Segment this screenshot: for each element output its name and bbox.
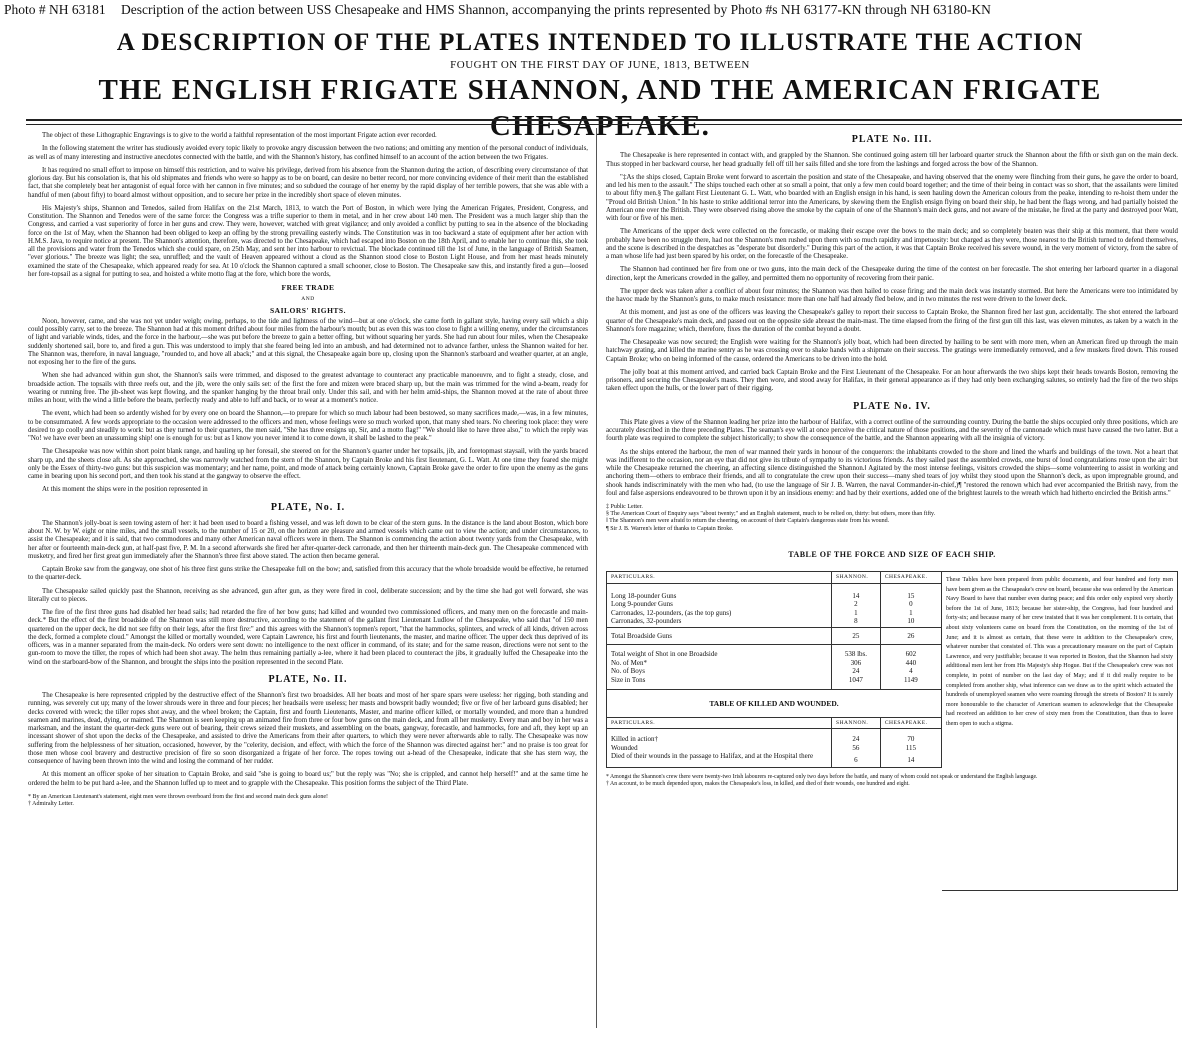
paragraph: Captain Broke saw from the gangway, one shot of his three first guns strike the Chesapeake full on the bow; and, satisfied from this accuracy that the whole broadside would be effective, he returned to the quarter-deck. [28, 566, 588, 582]
paragraph: The Chesapeake is here represented crippled by the destructive effect of the Shannon's first two broadsides. All her boats and most of her spare spars were useless: her rigging, both standing and running, was severely cut up; many of the lower shrouds were in three and four pieces; her headsails were useless; her masts and bowsprit badly wounded; five or five of her larboard guns disabled; her decks covered with wreck; the tiller ropes shot away, and the wheel broken; the Captain, first and fourth Lieutenants, Master, and marine officer killed, or mortally wounded, and more than a hundred seamen and marines, dead, dying, or maimed. The Shannon is seen keeping up an animated fire from three or four bow guns on the main deck, and from all her musketry. Every man and boy in her was a marksman, and the instant the quarter-deck guns were out of bearing, their crews seized their muskets, and assembling on the boats, gangway, forecastle, and hammocks, fore and aft, they kept up an incessant shower of shot upon the decks of the Chesapeake, and assisted to drive the Americans from their after quarters, to which they were never afterwards able to rally. The Chesapeake was now suffering from the helplessness of her situation, occasioned, however, by the "celerity, decision, and effect, with which the force of the Shannon was directed against her:" and no praise is too great for those men whose cool bravery and destructive precision of fire so soon disorganized a frigate of her force. The ropes towing out a-head of the Chesapeake, indicate that she has stern way, the consequence of having been thrown into the wind and losing the command of her rudder. [28, 692, 588, 765]
table-header-row [607, 717, 942, 729]
cell-text: 2 [854, 600, 858, 609]
cell-text: 1 [909, 608, 913, 617]
paragraph: The event, which had been so ardently wished for by every one on board the Shannon,—to prepare for which so much labour had been bestowed, so many sacrifices made,—was, in a few minutes, to be consummated. A few words appropriate to the occasion were addressed to the officers and men, whose feelings were so much worked upon, that many shed tears. No cheering took place: they were desired to go coolly and steadily to work: but as they turned to their quarters, the men said, "She has three ensigns up, Sir, and a motto flag!" "We should like to have three also," to which the reply was "No! we have ever been an unassuming ship! one is enough for us: but as I know you never intend it to come down, it shall be lashed to the peak." [28, 410, 588, 442]
cell-text: 15 [907, 591, 915, 600]
paragraph: It has required no small effort to impose on himself this restriction, and to waive his privilege, derived from his absence from the Shannon during the action, of describing every circumstance of that glorious day. But his consolation is, that his old shipmates and friends who were so happy as to be on board, can desire no better record, nor more convincing evidence of their merit than the established fact, that she completely beat her antagonist of equal force with her cannon in five minutes; and so subdued the courage of her enemy by the rapid display of her terrible powers, that she was able with a handful of men (about fifty) to board almost without opposition, and to secure her prize in the incredibly short space of eleven minutes. [28, 166, 588, 199]
plate-2-heading: PLATE, No. II. [268, 673, 348, 685]
photo-caption [4, 0, 1196, 20]
paragraph: The jolly boat at this moment arrived, and carried back Captain Broke and the First Lieutenant of the Chesapeake. For an hour afterwards the two ships kept their heads towards Boston, removing the prisoners, and securing the Chesapeake's masts. They then wore, and stood away for Halifax, in their general appearance as if they had only been exchanging salutes, so entirely had the fire of the two ships taken effect upon the hulls, or the lower part of their rigging. [606, 368, 1178, 393]
motto-line-3: SAILORS' RIGHTS. [270, 305, 346, 315]
force-table-title: TABLE OF THE FORCE AND SIZE OF EACH SHIP. [788, 549, 996, 559]
paragraph: The fire of the first three guns had disabled her head sails; had retarded the fire of her bow guns; had killed and wounded two commissioned officers, and many men on the forecastle and main-deck.* But the effect of the first broadside of the Shannon was still more destructive, according to the statement of the gallant first Lieutenant Ludlow of the Chesapeake, who said that "of 150 men quartered on the upper deck, he did not see fifty on their legs, after the first fire:" and this agrees with the Shannon's topmen's report, "that the hammocks, splinters, and wreck of all kinds, driven across the deck, formed a complete cloud." Amongst the killed or mortally wounded, were Captain Lawrence, his first and fourth lieutenants, the master, and marine officer. The upper deck thus deprived of its officers, was in a manner separated from the main-deck. No orders were sent down: no intelligence to the next officer in command, of its state; and for the same reason, directions were not sent to the gun-room to move the tiller, the ropes of which had been shot away. The helm thus remaining partially a-lee, where it had been placed to counteract the jibs, it gradually luffed the Chesapeake into the wind on the starboard-bow of the Shannon, and brought the ships into the position represented in the second Plate. [28, 609, 588, 666]
row-label: Total Broadside Guns [607, 627, 832, 645]
footnote: * By an American Lieutenant's statement, eight men were thrown overboard from the first and second main deck guns alone! [28, 793, 328, 800]
shannon-cell [832, 583, 881, 627]
right-column [606, 132, 1178, 1027]
cell-text: 10 [907, 617, 915, 626]
cell-text: Size in Tons [611, 675, 646, 684]
table-row [607, 627, 942, 645]
motto-line-1: FREE TRADE [281, 283, 335, 292]
footnote: ‖ The Shannon's men were afraid to return the cheering, on account of their Captain's dangerous state from his wound. [606, 518, 890, 525]
cell-text: 0 [909, 600, 913, 609]
paragraph: The object of these Lithographic Engravings is to give to the world a faithful representation of the most important Frigate action ever recorded. [42, 132, 437, 139]
cell-text: Long 18-pounder Guns [611, 591, 677, 600]
cell-text: 1047 [848, 675, 863, 684]
right-footnotes [606, 504, 1178, 533]
cell-text: 115 [905, 743, 917, 752]
left-column [28, 132, 588, 1027]
column-header: CHESAPEAKE. [880, 572, 941, 584]
paragraph: At this moment the ships were in the position represented in [42, 486, 208, 494]
paragraph: Noon, however, came, and she was not yet under weigh; owing, perhaps, to the tide and lightness of the wind—but at one o'clock, she came forth in gallant style, having every sail which a ship could possibly carry, set to the breeze. The Shannon had at this moment drifted about four miles from the harbour's mouth; but as even this was too close to fight a willing enemy, under the circumstances of light and variable winds, tides, and the force in the harbour,—she was put before the breeze to gain a better offing, but without squaring her yards. She had run about four miles, when the Chesapeake suddenly shortened sail, bore to, and fired a gun. This was understood to imply that she feared being led into an ambush, and had determined not to advance farther, unless the Shannon waited for her. The Shannon was, therefore, in naval language, "rounded to, and hove all aback;" and at this signal, the Chesapeake again bore up, closing upon the Shannon's starboard and weather quarter, at an angle, not exposing her to the fire of the guns. [28, 317, 588, 366]
left-footnotes [28, 794, 588, 808]
paragraph: His Majesty's ships, Shannon and Tenedos, sailed from Halifax on the 21st March, 1813, to watch the Port of Boston, in which were lying the American Frigates, President, Congress, and Constitution. The Shannon and Tenedos were of the same force: the Congress was a trifle superior to them in metal, and in her crew about 140 men. The President was a much larger ship than the Congress, and carried a vast superiority of force in her guns and crew. They were, however, watched with great vigilance; and only avoided a conflict by putting to sea in the absence of the blockading force on the 1st of May, when the Shannon had been obliged to keep an offing by the strong prevailing easterly winds. The Constitution was in too backward a state of equipment after her action with H.M.S. Java, to require notice at present. The Shannon's attention, therefore, was directed to the Chesapeake, which had escaped into Boston on the 18th April, and to enable her to continue this, she took all the provisions and water from the Tenedos which she could spare, on 25th May, and sent her into harbour to revictual. The blockade continued till the 1st of June, in the language of British Seamen, "ever glorious." The breeze was light; the sea, unruffled; and the vault of Heaven appeared without a cloud as the Shannon stood close to Boston Light House, and from her mast heads minutely examined the state of the Chesapeake, which appeared ready for sea. At 10 o'clock the Shannon captured a small schooner, close to Boston. The Chesapeake saw this, and instantly fired a gun—loosed her fore-topsail as a signal for putting to sea, and hoisted a white motto flag at the fore, which bore the words, [28, 204, 588, 278]
cell-text: 538 lbs. [844, 650, 867, 659]
cell-text: 8 [854, 617, 858, 626]
paragraph: The Chesapeake was now within short point blank range, and hauling up her foresail, she steered on for the Shannon's quarter under her topsails, jib, and foretopmast staysail, with the yards braced sharp up, and the sheets close aft. As she approached, she was narrowly watched from the stern of the Shannon, by Captain Broke and his first lieutenant, G. L. Watt. At one time they feared she might only be the Essex of thirty-two guns: but this suspicion was momentary; and her name, point, and mode of attack being certainly known, Captain Broke gave the order to fire upon the enemy as the guns came in bearing upon his second port, and then took his stand at the gangway to observe the effect. [28, 448, 588, 480]
paragraph: This Plate gives a view of the Shannon leading her prize into the harbour of Halifax, with a correct outline of the surrounding country. During the battle the ships occupied only three positions, which are accurately described in the three preceding Plates. The seaman's eye will at once perceive the critical nature of those positions, and the severity of the cannonade which must have caused the two latter. But a fourth plate was required to complete the subject historically; to show the consequence of the battle, and the Shannon appearing with all the insignia of victory. [606, 418, 1178, 443]
paragraph: The Shannon had continued her fire from one or two guns, into the main deck of the Chesapeake during the time of the contest on her forecastle. The shot entering her larboard quarter in a diagonal direction, kept the Americans crowded in the galley, and permitted them no opportunity of recovering from their panic. [606, 266, 1178, 282]
cell-text: 306 [850, 658, 862, 667]
paragraph: In the following statement the writer has studiously avoided every topic likely to provoke angry discussion between the two nations; and omitting any mention of the personal conduct of individuals, as well as of many interesting and instructive anecdotes connected with the battle, and with the Shannon's history, has confined himself to an account of the action between the two Frigates. [28, 145, 588, 161]
plate-1-heading: PLATE, No. I. [270, 501, 346, 513]
cell-text: 70 [907, 735, 915, 744]
header-line-1: A DESCRIPTION OF THE PLATES INTENDED TO ILLUSTRATE THE ACTION [116, 29, 1084, 56]
tables-block [606, 571, 1178, 768]
cell-text: 1149 [904, 675, 918, 684]
footnote: † Admiralty Letter. [28, 800, 74, 807]
chesapeake-cell: 26 [880, 627, 941, 645]
paragraph: "‡As the ships closed, Captain Broke went forward to ascertain the position and state of the Chesapeake, and having observed that the enemy were flinching from their guns, he gave the order to board, and led his men to the assault." The ships touched each other at so small a point, that only a few men could board together; and the time of their being in contact was so short, that the assailants were limited to about fifty men.§ The gallant First Lieutenant G. L. Watt, who boarded with an English ensign in his hand, is seen hauling down the American colours from the peake, intending to re-hoist them under the "Proud old British Union." In his haste to strike additional terror into the Americans, by skewing them the English ensign flying on board their ship, he had bent the flags wrong, and had partially hoisted the American one over the British. They were observed rising above the smoke by the captain of one of the Shannon's main deck guns, and not aware of the mistake, he fired at the party and destroyed poor Watt, with four or five of his men. [606, 173, 1178, 222]
cell-text: 14 [852, 591, 860, 600]
column-divider [596, 128, 597, 1028]
row-label [607, 729, 832, 768]
shannon-cell: 25 [832, 627, 881, 645]
document-header [0, 28, 1200, 144]
cell-text: Total weight of Shot in one Broadside [611, 650, 718, 659]
header-rule-top [26, 119, 1182, 121]
plate-4-heading: PLATE No. IV. [853, 400, 931, 412]
photo-number: Photo # NH 63181 [4, 2, 106, 17]
table-row [607, 583, 942, 627]
table-explanatory-note: These Tables have been prepared from public documents, and four hundred and forty men have been given as the Chesapeake's crew on board, because she was ordered by the American Navy Board to have that number even during peace; and this order only expired very shortly before the 1st of June, 1813; because her sister-ship, the Congress, had four hundred and forty-six; and because many of her crew insisted that it was her complement. It is certain, that about sixty volunteers came on board from the Constitution, on the morning of the 1st of June; and it is almost as certain, that these were in addition to the Chesapeake's crew, whatever number that consisted of. This was a precautionary measure on the part of Captain Lawrence, and very justifiable; because it was reported in Boston, that the Shannon had sixty additional men lent her from His Majesty's ship Hogue. But if the Chesapeake's crew was not complete, in point of number on the last day of May; and if it did really require to be completed from another ship, what inference can we draw as to the spirit which actuated the hundreds of unemployed seamen who were roaming through the streets of Boston? It is surely more honourable to the character of American seamen to acknowledge that the Chesapeake had received an addition to her crew of sixty men from the Constitution, than thus to leave them open to such a stigma. [942, 571, 1178, 891]
cell-text: 1 [854, 608, 858, 617]
header-line-2: FOUGHT ON THE FIRST DAY OF JUNE, 1813, BETWEEN [450, 59, 750, 71]
paragraph: At this moment, and just as one of the officers was leaving the Chesapeake's galley to report their success to Captain Broke, the Shannon fired her last gun, accidentally. The shot entered the larboard quarter of the Chesapeake's main deck, and passed out on the opposite side abreast the main-mast. The time elapsed from the firing of the first gun till this last, was eleven minutes, as taken by a watch in the Shannon's fore magazine; which, therefore, fixes the duration of the combat beyond a doubt. [606, 309, 1178, 333]
chesapeake-cell [880, 583, 941, 627]
cell-text: 440 [905, 658, 917, 667]
motto-line-2: AND [301, 296, 315, 303]
plate-3-heading: PLATE No. III. [851, 134, 933, 145]
paragraph: When she had advanced within gun shot, the Shannon's sails were trimmed, and disposed to the greatest advantage to counteract any practicable manoeuvre, and to fight a steady, close, and broadside action. The topsails with three reefs out, and the jib, were the only sails set: of the first the fore and mizen were braced sharp up, but the main was trimmed for the wind a-beam, ready for wearing or running free. The jib-sheet was kept flowing, and the spanker hanging by the throat brail only. Under this sail, and with her helm amid-ships, the Shannon moved at the rate of about three miles an hour, with the wind a little before the beam, perfectly ready and able to luff and back, or to wear at a moment's notice. [28, 372, 588, 404]
paragraph: At this moment an officer spoke of her situation to Captain Broke, and said "she is going to board us;" but the reply was "No; she is crippled, and cannot help herself!" and at the same time he ordered the helm to be put hard a-lee, and the Shannon luffed up to meet and to grapple with the Chesapeake. This position forms the subject of the Third Plate. [28, 771, 588, 787]
header-line-3: THE ENGLISH FRIGATE SHANNON, AND THE AMERICAN FRIGATE CHESAPEAKE. [98, 74, 1102, 142]
paragraph: The Shannon's jolly-boat is seen towing astern of her: it had been used to board a fishing vessel, and was left down to be clear of the stern guns. In the distance is the land about Boston, which bore about N. W. by W. eight or nine miles, and the small vessels, to the number of 15 or 20, on the horizon are pleasure and armed vessels which came out to view the action; and under circumstances, to assist the Chesapeake; and it is said, that two commodores and many other American naval officers were in them. The Shannon is commencing the action about twenty yards from the Chesapeake, with her after or fourteenth main-deck gun, at half-past five, P. M. In a second afterwards she fired her after-quarter-deck carronade, and then her thirteenth main-deck gun. The Chesapeake commenced with musketry, and fired her first great gun immediately after the Shannon's three first above stated. The action then became general. [28, 519, 588, 560]
force-table [606, 571, 942, 768]
paragraph: The Chesapeake sailed quickly past the Shannon, receiving as she advanced, gun after gun, as they were fired in cool, deliberate succession; and by the time she had got well forward, she was literally cut to pieces. [28, 587, 588, 603]
shannon-cell [832, 729, 881, 768]
footnote: † An account, to be much depended upon, makes the Chesapeake's loss, in killed, and died of their wounds, one hundred and eight. [606, 780, 910, 787]
paragraph: The upper deck was taken after a conflict of about four minutes; the Shannon was then hailed to cease firing; and the main deck was instantly stormed. But here the Americans were too intimidated by the havoc made by the Shannon's guns, to make much resistance: more than one half had already fled below, and in two minutes the rest were driven to the lower deck. [606, 287, 1178, 303]
shannon-cell [832, 645, 881, 690]
footnote: ¶ Sir J. B. Warren's letter of thanks to Captain Broke. [606, 525, 734, 532]
cell-text: Killed in action† [611, 735, 659, 744]
paragraph: The Chesapeake was now secured; the English were waiting for the Shannon's jolly boat, which had been directed by hailing to be sent with more men, when an American fired up through the main hatchway grating, and killed the marine sentry as he was crossing over to shake hands with a shipmate on their success. The gratings were immediately removed, and a few muskets fired down. This roused Captain Broke; who on being informed of the cause, ordered the Americans to be driven into the hold. [606, 339, 1178, 363]
cell-text: 24 [852, 667, 860, 676]
column-header: PARTICULARS. [607, 717, 832, 729]
cell-text: No. of Boys [611, 667, 646, 676]
table-row [607, 729, 942, 768]
cell-text: Long 9-pounder Guns [611, 600, 673, 609]
cell-text: No. of Men* [611, 658, 647, 667]
cell-text: Carronades, 32-pounders [611, 617, 682, 626]
table-row [607, 645, 942, 690]
killed-table-title: TABLE OF KILLED AND WOUNDED. [607, 690, 942, 718]
cell-text: Died of their wounds in the passage to Halifax, and at the Hospital there [611, 752, 814, 761]
cell-text: 602 [905, 650, 917, 659]
footnote: * Amongst the Shannon's crew there were twenty-two Irish labourers re-captured only two days before the battle, and many of whom could not speak or understand the English language. [606, 773, 1038, 780]
cell-text: 4 [909, 667, 913, 676]
cell-text: 6 [854, 756, 858, 765]
paragraph: The Americans of the upper deck were collected on the forecastle, or making their escape over the bows to the main deck; and so completely beaten was their ship at this moment, that there would probably have been no struggle there, had not the Shannon's men rushed upon them with so much rapidity and impetuosity: but charged as they were, those nearest to the British turned to defend themselves, and the scene is described in the despatches as "desperate but disorderly." During this part of the action, it was that Captain Broke received his severe wound, in the very moment of victory, from the sabre of a man whose life had just been spared by his order, on the forecastle of the Chesapeake. [606, 228, 1178, 260]
column-header: SHANNON. [832, 717, 881, 729]
column-header: CHESAPEAKE. [880, 717, 941, 729]
paragraph: As the ships entered the harbour, the men of war manned their yards in honour of the conquerors: the inhabitants crowded to the shore and lined the wharfs and buildings of the town. Not a heart that was indifferent to the occasion, nor an eye that did not give its tribute of sympathy to its victorious friends. As they sailed past the assembled crowds, one burst of loud congratulations rose upon the air: but while the Chesapeake returned the cheering, an affecting silence distinguished the Shannon.‖ Agitated by the most intense feelings, visitors crowded the ships—some volunteering to assist in working and anchoring them—others to embrace their friends, and all to congratulate the crew upon their success—many shed tears of joy whilst they stood upon the Shannon's deck, as upon impregnable ground, and shook hands indiscriminately with the men who had, (to use the language of Sir J. B. Warren, the naval Commander-in-chief,)¶ "restored the renown which had ever accompanied the British navy, from the foul and false aspersions endeavoured to be thrown upon it by an insidious enemy: and had by their exertions, added one of the brightest laurels to the wreath which had hitherto encircled the British arms." [606, 448, 1178, 497]
cell-text: Carronades, 12-pounders, (as the top guns) [611, 608, 732, 617]
table-header-row [607, 572, 942, 584]
chesapeake-cell [880, 645, 941, 690]
cell-text: 14 [907, 756, 915, 765]
footnote: ‡ Public Letter. [606, 504, 643, 510]
caption-text: Description of the action between USS Chesapeake and HMS Shannon, accompanying the prints represented by Photo #s NH 63177-KN through NH 63180-KN [121, 2, 991, 17]
paragraph: The Chesapeake is here represented in contact with, and grappled by the Shannon. She continued going astern till her larboard quarter struck the Shannon about the fifth or sixth gun on the main deck. Thus stopped in her backward course, her head gradually fell off till her sails filled and she tore from the lashings and forged across the bow of the Shannon. [606, 152, 1178, 168]
row-label [607, 583, 832, 627]
killed-title-row [607, 690, 942, 718]
row-label [607, 645, 832, 690]
footnote: § The American Court of Enquiry says "about twenty;" and an English statement, much to be relied on, thirty: but others, more than fifty. [606, 511, 936, 518]
chesapeake-cell [880, 729, 941, 768]
cell-text: Wounded [611, 743, 638, 752]
header-rule-bottom [26, 124, 1182, 125]
cell-text: 56 [852, 743, 860, 752]
column-header: PARTICULARS. [607, 572, 832, 584]
cell-text: 24 [852, 735, 860, 744]
column-header: SHANNON. [832, 572, 881, 584]
